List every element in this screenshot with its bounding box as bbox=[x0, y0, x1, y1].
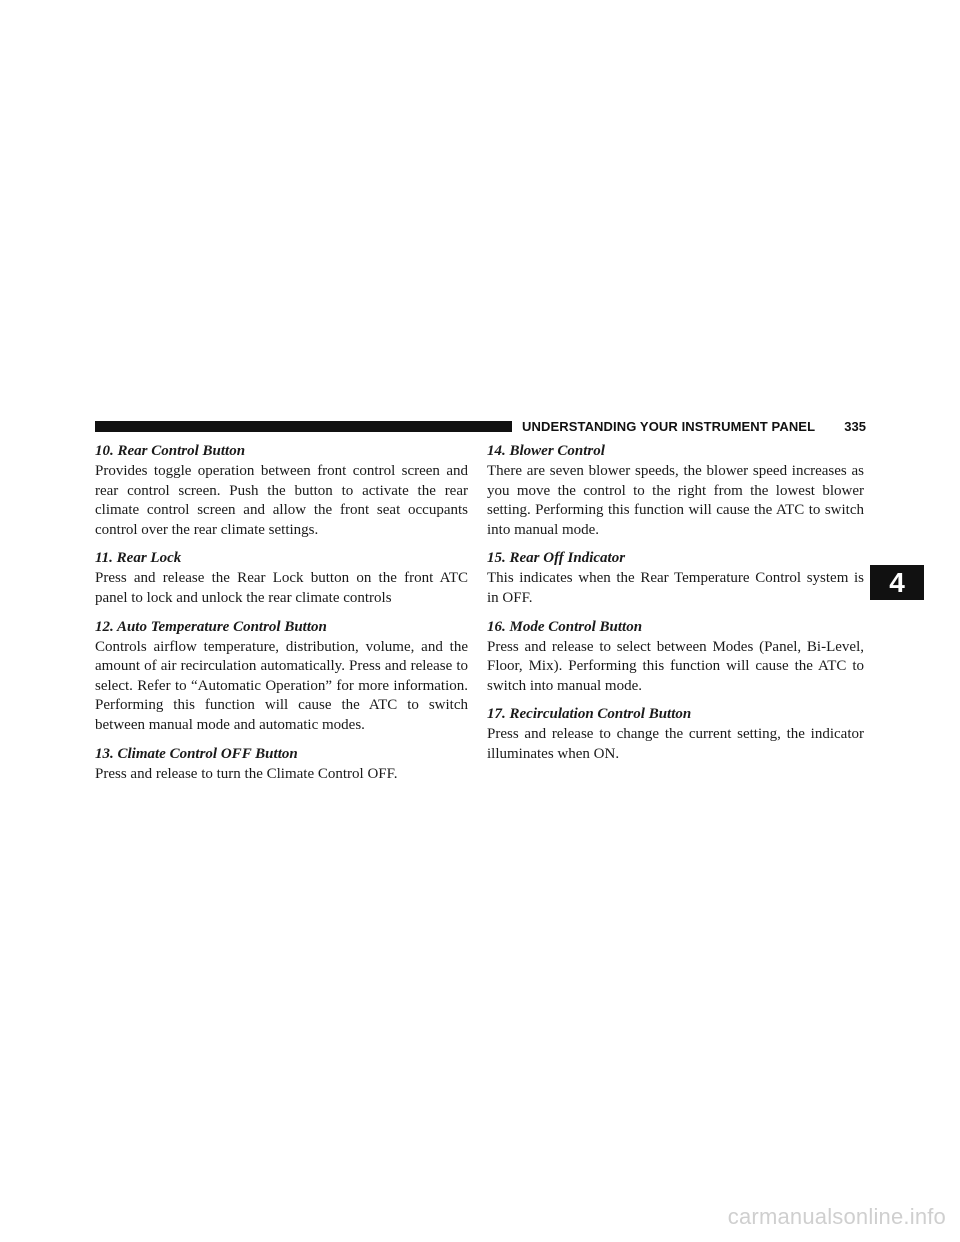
section-heading: 15. Rear Off Indicator bbox=[487, 550, 626, 567]
header-rule bbox=[95, 421, 512, 432]
section-body: Provides toggle operation between front control screen and rear control screen. Push the button to activate the rear climate control screen and allow the front seat occupants control over the rear climate settings. bbox=[95, 463, 468, 538]
section-heading: 12. Auto Temperature Control Button bbox=[95, 618, 327, 635]
section-heading: 17. Recirculation Control Button bbox=[487, 706, 692, 723]
section-body: Controls airflow temperature, distribution, volume, and the amount of air recirculation automatically. Press and release to select. Refer to “Automatic Operation” for more information. Performing this function will cause the ATC to switch between manual mode and automatic modes. bbox=[95, 638, 468, 733]
page-number: 335 bbox=[844, 419, 866, 434]
section-body: Press and release to select between Modes (Panel, Bi-Level, Floor, Mix). Performing this function will cause the ATC to switch into manual mode. bbox=[487, 638, 864, 694]
section-heading: 13. Climate Control OFF Button bbox=[95, 745, 298, 762]
section-heading: 10. Rear Control Button bbox=[95, 443, 246, 459]
section-blower-control bbox=[487, 442, 864, 540]
chapter-tab: 4 bbox=[870, 565, 924, 600]
watermark: carmanualsonline.info bbox=[727, 1204, 946, 1229]
section-mode-control-button bbox=[487, 618, 864, 697]
running-header-title: UNDERSTANDING YOUR INSTRUMENT PANEL bbox=[522, 419, 816, 434]
section-heading: 11. Rear Lock bbox=[95, 550, 182, 567]
right-column bbox=[487, 442, 864, 774]
section-body: Press and release to change the current setting, the indicator illuminates when ON. bbox=[487, 726, 864, 762]
left-column bbox=[95, 442, 468, 793]
section-auto-temperature-control-button bbox=[95, 618, 468, 736]
section-rear-lock bbox=[95, 549, 468, 608]
section-body: This indicates when the Rear Temperature Control system is in OFF. bbox=[487, 570, 864, 606]
section-heading: 16. Mode Control Button bbox=[487, 618, 643, 635]
section-body: Press and release to turn the Climate Control OFF. bbox=[95, 765, 398, 782]
section-rear-control-button bbox=[95, 442, 468, 540]
section-heading: 14. Blower Control bbox=[487, 443, 605, 459]
section-body: There are seven blower speeds, the blower speed increases as you move the control to the right from the lowest blower setting. Performing this function will cause the ATC to switch into manual mode. bbox=[487, 463, 864, 538]
section-rear-off-indicator bbox=[487, 549, 864, 608]
section-recirculation-control-button bbox=[487, 705, 864, 764]
section-climate-control-off-button bbox=[95, 745, 468, 785]
section-body: Press and release the Rear Lock button on the front ATC panel to lock and unlock the rear climate controls bbox=[95, 570, 468, 606]
